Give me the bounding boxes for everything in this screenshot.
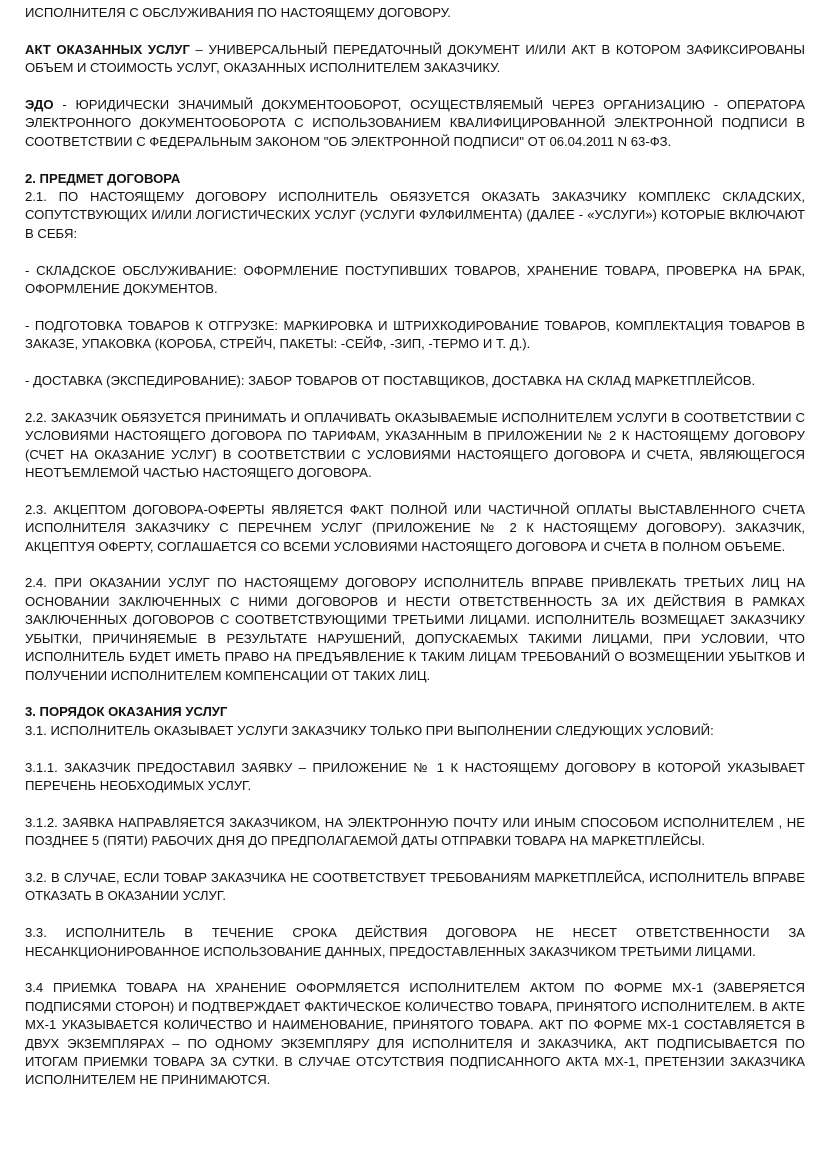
paragraph-text: - СКЛАДСКОЕ ОБСЛУЖИВАНИЕ: ОФОРМЛЕНИЕ ПОСТУПИВШИХ ТОВАРОВ, ХРАНЕНИЕ ТОВАРА, ПРОВЕРКА НА БРАК, ОФОРМЛЕНИЕ ДОКУМЕНТОВ. — [25, 262, 805, 297]
clause-3-2 — [25, 869, 805, 906]
paragraph-text: ИСПОЛНИТЕЛЯ С ОБСЛУЖИВАНИЯ ПО НАСТОЯЩЕМУ ДОГОВОРУ. — [25, 5, 451, 20]
paragraph-text: 2.1. ПО НАСТОЯЩЕМУ ДОГОВОРУ ИСПОЛНИТЕЛЬ ОБЯЗУЕТСЯ ОКАЗАТЬ ЗАКАЗЧИКУ КОМПЛЕКС СКЛАДСКИХ, СОПУТСТВУЮЩИХ И/ИЛИ ЛОГИСТИЧЕСКИХ УСЛУГ (УСЛУГИ ФУЛФИЛМЕНТА) (ДАЛЕЕ - «УСЛУГИ») КОТОРЫЕ ВКЛЮЧАЮТ В СЕБЯ: — [25, 189, 805, 241]
clause-3-1-1 — [25, 759, 805, 796]
clause-3-1 — [25, 722, 805, 740]
paragraph-text: 2.4. ПРИ ОКАЗАНИИ УСЛУГ ПО НАСТОЯЩЕМУ ДОГОВОРУ ИСПОЛНИТЕЛЬ ВПРАВЕ ПРИВЛЕКАТЬ ТРЕТЬИХ ЛИЦ НА ОСНОВАНИИ ЗАКЛЮЧЕННЫХ С НИМИ ДОГОВОРОВ И НЕСТИ ОТВЕТСТВЕННОСТЬ ЗА ИХ ДЕЙСТВИЯ В РАМКАХ ЗАКЛЮЧЕННЫХ ДОГОВОРОВ С СООТВЕТСТВУЮЩИМИ ТРЕТЬИМИ ЛИЦАМИ. ИСПОЛНИТЕЛЬ ВОЗМЕЩАЕТ ЗАКАЗЧИКУ УБЫТКИ, ПРИЧИНЯЕМЫЕ В РЕЗУЛЬТАТЕ НАРУШЕНИЙ, ДОПУСКАЕМЫХ ТАКИМИ ЛИЦАМИ, ПРИ УСЛОВИИ, ЧТО ИСПОЛНИТЕЛЬ БУДЕТ ИМЕТЬ ПРАВО НА ПРЕДЪЯВЛЕНИЕ К ТАКИМ ЛИЦАМ ТРЕБОВАНИЙ О ВОЗМЕЩЕНИИ УБЫТКОВ И ПОЛУЧЕНИИ ИСПОЛНИТЕЛЕМ КОМПЕНСАЦИИ ОТ ТАКИХ ЛИЦ. — [25, 575, 805, 683]
clause-2-3 — [25, 501, 805, 556]
paragraph-text: - ПОДГОТОВКА ТОВАРОВ К ОТГРУЗКЕ: МАРКИРОВКА И ШТРИХКОДИРОВАНИЕ ТОВАРОВ, КОМПЛЕКТАЦИЯ ТОВАРОВ В ЗАКАЗЕ, УПАКОВКА (КОРОБА, СТРЕЙЧ, ПАКЕТЫ: -СЕЙФ, -ЗИП, -ТЕРМО И Т. Д.). — [25, 317, 805, 352]
defined-term: ЭДО — [25, 97, 54, 113]
clause-2-2 — [25, 409, 805, 483]
list-item — [25, 262, 805, 299]
list-item — [25, 372, 805, 390]
clause-2-1 — [25, 188, 805, 243]
clause-3-1-2 — [25, 814, 805, 851]
clause-3-4 — [25, 979, 805, 1089]
paragraph-text: 2.2. ЗАКАЗЧИК ОБЯЗУЕТСЯ ПРИНИМАТЬ И ОПЛАЧИВАТЬ ОКАЗЫВАЕМЫЕ ИСПОЛНИТЕЛЕМ УСЛУГИ В СООТВЕТСТВИИ С УСЛОВИЯМИ НАСТОЯЩЕГО ДОГОВОРА ПО ТАРИФАМ, УКАЗАННЫМ В ПРИЛОЖЕНИИ № 2 К НАСТОЯЩЕМУ ДОГОВОРУ (СЧЕТ НА ОКАЗАНИЕ УСЛУГ) В СООТВЕТСТВИИ С УСЛОВИЯМИ НАСТОЯЩЕГО ДОГОВОРА И СЧЕТА, ЯВЛЯЮЩЕГОСЯ НЕОТЪЕМЛЕМОЙ ЧАСТЬЮ НАСТОЯЩЕГО ДОГОВОРА. — [25, 409, 805, 481]
section-heading: 3. ПОРЯДОК ОКАЗАНИЯ УСЛУГ — [25, 704, 228, 720]
paragraph-text: 2.3. АКЦЕПТОМ ДОГОВОРА-ОФЕРТЫ ЯВЛЯЕТСЯ ФАКТ ПОЛНОЙ ИЛИ ЧАСТИЧНОЙ ОПЛАТЫ ВЫСТАВЛЕННОГО СЧЕТА ИСПОЛНИТЕЛЯ ЗАКАЗЧИКУ С ПЕРЕЧНЕМ УСЛУГ (ПРИЛОЖЕНИЕ № 2 К НАСТОЯЩЕМУ ДОГОВОРУ). ЗАКАЗЧИК, АКЦЕПТУЯ ОФЕРТУ, СОГЛАШАЕТСЯ СО ВСЕМИ УСЛОВИЯМИ НАСТОЯЩЕГО ДОГОВОРА И СЧЕТА В ПОЛНОМ ОБЪЕМЕ. — [25, 501, 805, 554]
clause-2-4 — [25, 574, 805, 684]
paragraph-spacer — [25, 22, 805, 40]
definition-text: – УНИВЕРСАЛЬНЫЙ ПЕРЕДАТОЧНЫЙ ДОКУМЕНТ И/ИЛИ АКТ В КОТОРОМ ЗАФИКСИРОВАНЫ ОБЪЕМ И СТОИМОСТЬ УСЛУГ, ОКАЗАННЫХ ИСПОЛНИТЕЛЕМ ЗАКАЗЧИКУ. — [25, 41, 806, 76]
definition-act — [25, 41, 805, 78]
definition-edo — [25, 96, 805, 151]
definition-text: - ЮРИДИЧЕСКИ ЗНАЧИМЫЙ ДОКУМЕНТООБОРОТ, ОСУЩЕСТВЛЯЕМЫЙ ЧЕРЕЗ ОРГАНИЗАЦИЮ - ОПЕРАТОРА ЭЛЕКТРОННОГО ДОКУМЕНТООБОРОТА С ИСПОЛЬЗОВАНИЕМ КВАЛИФИЦИРОВАННОЙ ЭЛЕКТРОННОЙ ПОДПИСИ В СООТВЕТСТВИИ С ФЕДЕРАЛЬНЫМ ЗАКОНОМ "ОБ ЭЛЕКТРОННОЙ ПОДПИСИ" ОТ 06.04.2011 N 63-ФЗ. — [25, 97, 805, 149]
paragraph-continuation — [25, 4, 805, 22]
paragraph-text: - ДОСТАВКА (ЭКСПЕДИРОВАНИЕ): ЗАБОР ТОВАРОВ ОТ ПОСТАВЩИКОВ, ДОСТАВКА НА СКЛАД МАРКЕТПЛЕЙСОВ. — [25, 373, 756, 389]
paragraph-text: 3.4 ПРИЕМКА ТОВАРА НА ХРАНЕНИЕ ОФОРМЛЯЕТСЯ ИСПОЛНИТЕЛЕМ АКТОМ ПО ФОРМЕ МХ-1 (ЗАВЕРЯЕТСЯ ПОДПИСЯМИ СТОРОН) И ПОДТВЕРЖДАЕТ ФАКТИЧЕСКОЕ КОЛИЧЕСТВО ТОВАРА, ПРИНЯТОГО ИСПОЛНИТЕЛЕМ. В АКТЕ МХ-1 УКАЗЫВАЕТСЯ КОЛИЧЕСТВО И НАИМЕНОВАНИЕ, ПРИНЯТОГО ТОВАРА. АКТ ПО ФОРМЕ МХ-1 СОСТАВЛЯЕТСЯ В ДВУХ ЭКЗЕМПЛЯРАХ – ПО ОДНОМУ ЭКЗЕМПЛЯРУ ДЛЯ ИСПОЛНИТЕЛЯ И ЗАКАЗЧИКА, АКТ ПОДПИСЫВАЕТСЯ ПО ИТОГАМ ПРИЕМКИ ТОВАРА ЗА СУТКИ. В СЛУЧАЕ ОТСУТСТВИЯ ПОДПИСАННОГО АКТА МХ-1, ПРЕТЕНЗИИ ЗАКАЗЧИКА ИСПОЛНИТЕЛЕМ НЕ ПРИНИМАЮТСЯ. — [25, 980, 805, 1088]
section-heading: 2. ПРЕДМЕТ ДОГОВОРА — [25, 170, 181, 186]
paragraph-text: 3.2. В СЛУЧАЕ, ЕСЛИ ТОВАР ЗАКАЗЧИКА НЕ СООТВЕТСТВУЕТ ТРЕБОВАНИЯМ МАРКЕТПЛЕЙСА, ИСПОЛНИТЕЛЬ ВПРАВЕ ОТКАЗАТЬ В ОКАЗАНИИ УСЛУГ. — [25, 869, 805, 904]
paragraph-text: 3.1.1. ЗАКАЗЧИК ПРЕДОСТАВИЛ ЗАЯВКУ – ПРИЛОЖЕНИЕ № 1 К НАСТОЯЩЕМУ ДОГОВОРУ В КОТОРОЙ УКАЗЫВАЕТ ПЕРЕЧЕНЬ НЕОБХОДИМЫХ УСЛУГ. — [25, 759, 805, 793]
paragraph-text: 3.1. ИСПОЛНИТЕЛЬ ОКАЗЫВАЕТ УСЛУГИ ЗАКАЗЧИКУ ТОЛЬКО ПРИ ВЫПОЛНЕНИИ СЛЕДУЮЩИХ УСЛОВИЙ: — [25, 722, 714, 738]
defined-term: АКТ ОКАЗАННЫХ УСЛУГ — [25, 41, 190, 57]
clause-3-3 — [25, 924, 805, 961]
paragraph-text: 3.1.2. ЗАЯВКА НАПРАВЛЯЕТСЯ ЗАКАЗЧИКОМ, НА ЭЛЕКТРОННУЮ ПОЧТУ ИЛИ ИНЫМ СПОСОБОМ ИСПОЛНИТЕЛЕМ , НЕ ПОЗДНЕЕ 5 (ПЯТИ) РАБОЧИХ ДНЯ ДО ПРЕДПОЛАГАЕМОЙ ДАТЫ ОТПРАВКИ ТОВАРА НА МАРКЕТПЛЕЙСЫ. — [25, 814, 805, 849]
list-item — [25, 317, 805, 354]
paragraph-text: 3.3. ИСПОЛНИТЕЛЬ В ТЕЧЕНИЕ СРОКА ДЕЙСТВИЯ ДОГОВОРА НЕ НЕСЕТ ОТВЕТСТВЕННОСТИ ЗА НЕСАНКЦИОНИРОВАННОЕ ИСПОЛЬЗОВАНИЕ ДАННЫХ, ПРЕДОСТАВЛЕННЫХ ЗАКАЗЧИКОМ ТРЕТЬИМИ ЛИЦАМИ. — [25, 925, 805, 959]
